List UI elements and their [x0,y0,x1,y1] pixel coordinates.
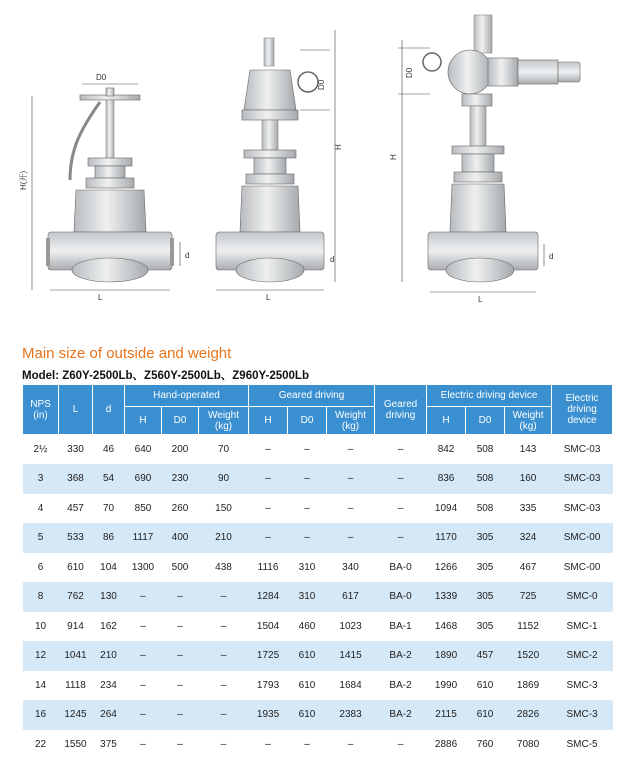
table-cell: – [327,523,375,553]
table-row [23,730,613,760]
table-cell: 375 [93,730,125,760]
table-cell: 104 [93,553,125,583]
geared-h-label: H [334,144,343,150]
table-cell: – [375,523,427,553]
model-line: Model: Z60Y-2500Lb、Z560Y-2500Lb、Z960Y-2500Lb [22,370,309,382]
header-electric-h: H [427,407,466,435]
table-row [23,523,613,553]
table-row [23,494,613,524]
table-cell: – [125,582,162,612]
table-cell: 438 [199,553,249,583]
table-cell: 1468 [427,612,466,642]
table-cell: 1869 [505,671,552,701]
spec-table [22,384,613,759]
header-electric-d0: D0 [466,407,505,435]
header-hand-d0: D0 [162,407,199,435]
hand-l-label: L [98,293,103,302]
table-cell: 762 [59,582,93,612]
table-cell: 234 [93,671,125,701]
table-cell: 264 [93,700,125,730]
table-row [23,641,613,671]
table-cell: – [288,464,327,494]
table-cell: BA-0 [375,582,427,612]
header-geared-driving: Geared driving [249,385,375,407]
table-cell: 500 [162,553,199,583]
geared-d0-label: D0 [317,79,326,90]
table-cell: 16 [23,700,59,730]
table-cell: 457 [466,641,505,671]
table-cell: 260 [162,494,199,524]
table-cell: SMC-1 [552,612,613,642]
table-cell: SMC-3 [552,700,613,730]
geared-port-label: d [330,255,335,264]
table-cell: 86 [93,523,125,553]
electric-h-label: H [389,154,398,160]
table-cell: 230 [162,464,199,494]
table-cell: 200 [162,435,199,465]
table-cell: 1550 [59,730,93,760]
table-cell: – [327,435,375,465]
table-cell: 1170 [427,523,466,553]
header-d: d [93,385,125,435]
table-cell: 725 [505,582,552,612]
table-cell: – [162,582,199,612]
table-cell: 340 [327,553,375,583]
table-cell: 1684 [327,671,375,701]
table-cell: 1504 [249,612,288,642]
table-cell: 610 [288,641,327,671]
table-cell: 46 [93,435,125,465]
table-cell: 7080 [505,730,552,760]
table-cell: – [375,435,427,465]
table-row [23,671,613,701]
header-l: L [59,385,93,435]
table-cell: – [249,730,288,760]
table-cell: 210 [199,523,249,553]
table-cell: 5 [23,523,59,553]
table-cell: – [125,671,162,701]
electric-d0-label: D0 [405,67,414,78]
header-electric-driving: Electric driving device [427,385,552,407]
table-cell: – [125,730,162,760]
table-cell: 1118 [59,671,93,701]
table-cell: 305 [466,523,505,553]
table-cell: 335 [505,494,552,524]
table-cell: 8 [23,582,59,612]
geared-valve-drawing [216,30,343,302]
table-cell: 2826 [505,700,552,730]
table-cell: SMC-3 [552,671,613,701]
table-cell: BA-2 [375,700,427,730]
header-geared-d0: D0 [288,407,327,435]
table-cell: – [327,730,375,760]
table-cell: 210 [93,641,125,671]
table-cell: – [375,464,427,494]
valve-drawings [0,0,630,335]
table-cell: SMC-03 [552,435,613,465]
table-row [23,612,613,642]
table-cell: 2115 [427,700,466,730]
table-cell: – [249,464,288,494]
table-cell: 2886 [427,730,466,760]
table-cell: 533 [59,523,93,553]
table-cell: – [249,494,288,524]
table-cell: 310 [288,553,327,583]
table-cell: 1094 [427,494,466,524]
table-cell: 160 [505,464,552,494]
table-cell: 90 [199,464,249,494]
table-cell: 2383 [327,700,375,730]
table-cell: 1520 [505,641,552,671]
header-electric-weight: Weight (kg) [505,407,552,435]
table-cell: 150 [199,494,249,524]
table-cell: 1793 [249,671,288,701]
table-cell: 10 [23,612,59,642]
table-cell: 914 [59,612,93,642]
table-cell: 143 [505,435,552,465]
table-cell: 842 [427,435,466,465]
table-cell: – [199,671,249,701]
table-cell: 130 [93,582,125,612]
table-cell: 1990 [427,671,466,701]
table-cell: 2½ [23,435,59,465]
table-cell: 1339 [427,582,466,612]
header-geared-device: Geared driving [375,385,427,435]
table-cell: – [199,641,249,671]
table-cell: 305 [466,582,505,612]
table-cell: 610 [466,700,505,730]
table-cell: – [288,435,327,465]
table-cell: – [125,612,162,642]
table-cell: 324 [505,523,552,553]
table-cell: 760 [466,730,505,760]
table-row [23,582,613,612]
table-cell: 1890 [427,641,466,671]
table-cell: 1725 [249,641,288,671]
table-cell: 1152 [505,612,552,642]
table-cell: – [125,641,162,671]
table-cell: SMC-5 [552,730,613,760]
table-cell: 836 [427,464,466,494]
table-cell: – [125,700,162,730]
table-cell: 1245 [59,700,93,730]
hand-h-label: H(开) [19,170,28,190]
table-cell: 70 [199,435,249,465]
table-cell: 610 [466,671,505,701]
table-cell: – [162,641,199,671]
table-cell: – [199,700,249,730]
table-cell: SMC-00 [552,523,613,553]
spec-table-body [23,435,613,760]
table-row [23,700,613,730]
table-cell: 4 [23,494,59,524]
table-cell: BA-2 [375,641,427,671]
hand-operated-valve-drawing [19,73,189,302]
header-geared-h: H [249,407,288,435]
table-cell: 305 [466,612,505,642]
table-cell: 368 [59,464,93,494]
table-cell: – [288,523,327,553]
table-cell: 22 [23,730,59,760]
table-cell: 330 [59,435,93,465]
table-cell: 690 [125,464,162,494]
table-cell: – [327,464,375,494]
table-cell: – [249,523,288,553]
table-cell: BA-2 [375,671,427,701]
table-cell: 1415 [327,641,375,671]
table-cell: 1284 [249,582,288,612]
table-cell: 6 [23,553,59,583]
table-cell: BA-1 [375,612,427,642]
table-cell: 467 [505,553,552,583]
table-cell: – [162,730,199,760]
section-title: Main size of outside and weight [22,345,232,362]
table-cell: – [162,700,199,730]
header-hand-operated: Hand-operated [125,385,249,407]
table-cell: 1300 [125,553,162,583]
electric-valve-drawing [389,15,580,304]
table-cell: – [199,612,249,642]
table-cell: SMC-03 [552,464,613,494]
table-cell: 457 [59,494,93,524]
table-cell: 1117 [125,523,162,553]
table-cell: 1023 [327,612,375,642]
table-cell: 610 [59,553,93,583]
table-cell: 610 [288,700,327,730]
table-cell: 310 [288,582,327,612]
table-cell: 610 [288,671,327,701]
table-cell: 162 [93,612,125,642]
electric-port-label: d [549,252,554,261]
table-cell: 70 [93,494,125,524]
table-cell: SMC-00 [552,553,613,583]
hand-d0-label: D0 [96,73,107,82]
table-cell: – [162,612,199,642]
header-electric-device: Electric driving device [552,385,613,435]
table-cell: 508 [466,494,505,524]
table-cell: 14 [23,671,59,701]
table-cell: 400 [162,523,199,553]
table-row [23,464,613,494]
table-cell: 1266 [427,553,466,583]
table-cell: – [375,494,427,524]
table-row [23,435,613,465]
table-cell: SMC-2 [552,641,613,671]
table-cell: 1116 [249,553,288,583]
table-cell: 460 [288,612,327,642]
table-cell: 305 [466,553,505,583]
table-cell: – [288,494,327,524]
header-hand-h: H [125,407,162,435]
table-cell: – [249,435,288,465]
table-cell: SMC-0 [552,582,613,612]
table-cell: – [327,494,375,524]
table-row [23,553,613,583]
table-cell: 617 [327,582,375,612]
table-cell: 1935 [249,700,288,730]
table-cell: 640 [125,435,162,465]
table-cell: 850 [125,494,162,524]
table-cell: – [199,730,249,760]
table-cell: SMC-03 [552,494,613,524]
geared-l-label: L [266,293,271,302]
table-cell: – [199,582,249,612]
table-cell: – [375,730,427,760]
table-cell: – [162,671,199,701]
hand-port-label: d [185,251,190,260]
table-cell: – [288,730,327,760]
table-cell: 508 [466,464,505,494]
table-cell: BA-0 [375,553,427,583]
table-cell: 508 [466,435,505,465]
header-nps: NPS (in) [23,385,59,435]
table-cell: 3 [23,464,59,494]
table-cell: 12 [23,641,59,671]
electric-l-label: L [478,295,483,304]
header-geared-weight: Weight (kg) [327,407,375,435]
table-cell: 1041 [59,641,93,671]
table-cell: 54 [93,464,125,494]
header-hand-weight: Weight (kg) [199,407,249,435]
